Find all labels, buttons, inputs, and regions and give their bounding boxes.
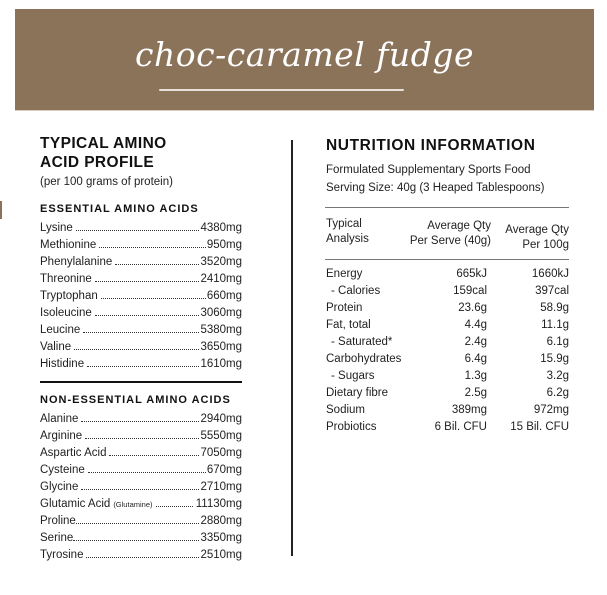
leader-dots [83,321,199,333]
table-header-rule [325,259,569,260]
nutrient-label: - Sugars [331,370,375,382]
nutrition-row [326,353,569,370]
per-100g-value: 6.1g [546,336,569,348]
per-100g-value: 58.9g [540,302,569,314]
amino-name: Valine [40,341,72,353]
leader-dots [99,236,206,248]
amino-name: Lysine [40,222,73,234]
leader-dots [95,304,200,316]
per-serve-value: 6 Bil. CFU [434,421,487,433]
amino-name: Leucine [40,324,81,336]
amino-value: 5550mg [200,430,242,442]
amino-value: 2710mg [200,481,242,493]
amino-value: 2880mg [200,515,242,527]
per-serve-value: 2.4g [464,336,487,348]
nutrient-label: Sodium [326,404,365,416]
leader-dots [81,478,199,490]
header-col2-line2: Per Serve (40g) [409,235,491,247]
flavour-banner [15,9,594,111]
leader-dots [73,529,199,541]
header-col3-line2: Per 100g [522,239,569,251]
amino-value: 3060mg [200,307,242,319]
amino-name: Arginine [40,430,83,442]
amino-value: 2940mg [200,413,242,425]
nutrient-label: Fat, total [326,319,371,331]
per-serve-value: 23.6g [458,302,487,314]
nutrient-label: Dietary fibre [326,387,388,399]
nutrition-table [326,268,569,438]
nutrition-row [326,285,569,302]
header-per-100g [505,223,569,253]
table-top-rule [325,207,569,208]
leader-dots [101,287,206,299]
amino-title-line2: ACID PROFILE [40,154,155,171]
amino-value: 1610mg [200,358,242,370]
per-100g-value: 15.9g [540,353,569,365]
amino-value: 11130mg [195,498,242,510]
nutrition-title: NUTRITION INFORMATION [326,137,536,154]
leader-dots [76,512,200,524]
nutrition-row [326,319,569,336]
amino-value: 3520mg [200,256,242,268]
nutrient-label: Carbohydrates [326,353,402,365]
amino-name: Cysteine [40,464,85,476]
leader-dots [88,461,206,473]
per-100g-value: 11.1g [541,319,569,331]
header-col2-line1: Average Qty [427,220,491,232]
amino-row [40,253,242,270]
per-100g-value: 15 Bil. CFU [510,421,569,433]
amino-row [40,546,242,563]
amino-row [40,512,242,529]
nutrition-row [326,387,569,404]
per-serve-value: 6.4g [464,353,487,365]
header-per-serve [410,219,491,249]
per-serve-value: 665kJ [456,268,487,280]
leader-dots [85,427,199,439]
product-type: Formulated Supplementary Sports Food [326,164,531,176]
per-100g-value: 972mg [533,404,569,416]
flavour-title: choc-caramel fudge [135,35,474,74]
essential-amino-list [40,219,242,372]
amino-name: Proline [40,515,76,527]
amino-note: (Glutamine) [113,500,153,509]
leader-dots [81,410,199,422]
amino-name: Phenylalanine [40,256,113,268]
amino-row [40,338,242,355]
title-underline-decoration [159,89,404,91]
non-essential-amino-list [40,410,242,563]
amino-value: 3350mg [200,532,242,544]
leader-dots [156,495,193,507]
per-serve-value: 2.5g [464,387,487,399]
amino-value: 2410mg [200,273,242,285]
amino-row [40,495,242,512]
amino-row [40,219,242,236]
leader-dots [95,270,200,282]
amino-row [40,444,242,461]
edge-mark-decoration [0,201,2,219]
nutrition-row [326,302,569,319]
nutrition-row [326,336,569,353]
amino-name: Aspartic Acid [40,447,107,459]
amino-profile-subtitle: (per 100 grams of protein) [40,176,173,188]
amino-row [40,461,242,478]
per-serve-value: 159cal [453,285,487,297]
essential-heading: ESSENTIAL AMINO ACIDS [40,203,199,215]
leader-dots [109,444,199,456]
leader-dots [86,546,199,558]
amino-value: 7050mg [200,447,242,459]
amino-name: Serine [40,532,74,544]
header-col3-line1: Average Qty [505,224,569,236]
nutrition-row [326,404,569,421]
amino-name: Isoleucine [40,307,92,319]
amino-row [40,270,242,287]
nutrient-label: Probiotics [326,421,377,433]
amino-title-line1: TYPICAL AMINO [40,135,167,152]
per-serve-value: 389mg [451,404,487,416]
per-100g-value: 397cal [535,285,569,297]
nutrient-label: - Saturated* [331,336,393,348]
amino-value: 670mg [206,464,242,476]
amino-name: Tyrosine [40,549,84,561]
header-col1-line2: Analysis [326,233,369,245]
nutrition-row [326,421,569,438]
amino-name: Methionine [40,239,97,251]
amino-value: 5380mg [200,324,242,336]
amino-row [40,529,242,546]
amino-name: Threonine [40,273,92,285]
amino-row [40,427,242,444]
serving-size: Serving Size: 40g (3 Heaped Tablespoons) [326,182,545,194]
leader-dots [76,219,200,231]
per-serve-value: 4.4g [464,319,487,331]
amino-name: Tryptophan [40,290,98,302]
amino-row [40,287,242,304]
header-col1-line1: Typical [326,218,362,230]
amino-value: 2510mg [200,549,242,561]
header-typical-analysis [326,217,369,247]
amino-row [40,304,242,321]
leader-dots [115,253,199,265]
amino-value: 950mg [206,239,242,251]
amino-value: 660mg [206,290,242,302]
amino-value: 4380mg [200,222,242,234]
amino-row [40,478,242,495]
nutrient-label: Protein [326,302,363,314]
amino-name: Histidine [40,358,85,370]
nutrient-label: - Calories [331,285,381,297]
per-serve-value: 1.3g [464,370,487,382]
amino-name: Glycine [40,481,79,493]
per-100g-value: 6.2g [546,387,569,399]
amino-value: 3650mg [200,341,242,353]
nutrient-label: Energy [326,268,363,280]
amino-row [40,236,242,253]
column-divider [291,140,293,556]
amino-name: Alanine [40,413,79,425]
per-100g-value: 3.2g [546,370,569,382]
leader-dots [87,355,199,367]
per-100g-value: 1660kJ [531,268,569,280]
amino-profile-title [40,134,260,172]
amino-row [40,355,242,372]
section-divider [40,381,242,383]
amino-row [40,321,242,338]
non-essential-heading: NON-ESSENTIAL AMINO ACIDS [40,394,231,406]
nutrition-row [326,370,569,387]
nutrition-row [326,268,569,285]
amino-name: Glutamic Acid [40,498,111,510]
amino-row [40,410,242,427]
leader-dots [74,338,199,350]
